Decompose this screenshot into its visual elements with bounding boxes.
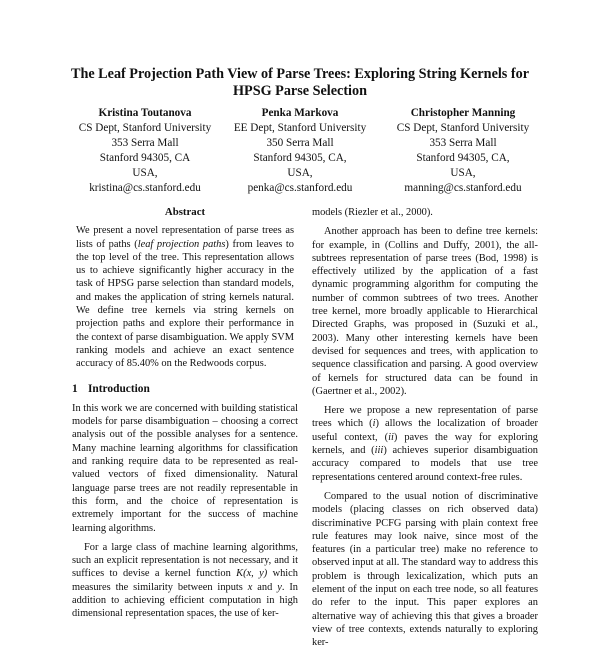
author-3	[378, 106, 548, 196]
author-country: USA,	[132, 167, 158, 179]
author-street: 353 Serra Mall	[111, 137, 179, 149]
section-heading: 1 Introduction	[72, 382, 150, 395]
author-email: kristina@cs.stanford.edu	[89, 182, 201, 194]
intro-paragraph: In this work we are concerned with building statistical models for parse disambiguation – choosing a correct analysis out of the possible analyses for a sentence. Many machine learning algorithms for classification and ranking require data to be represented as real-valued vectors of fixed dimensionality. Natural language parse trees are not readily representable in this form, and the choice of representation is extremely important for the success of machine learning algorithms.	[72, 402, 298, 534]
author-city: Stanford 94305, CA,	[416, 152, 510, 164]
author-city: Stanford 94305, CA,	[253, 152, 347, 164]
author-email: manning@cs.stanford.edu	[404, 182, 522, 194]
abstract-text: We present a novel representation of parse trees as lists of paths (leaf projection paths) from leaves to the top level of the tree. This representation allows us to achieve significantly higher accuracy in the task of HPSG parse selection than standard models, and makes the application of string kernels natural. We define tree kernels via string kernels on projection paths and explore their performance in the context of parse disambiguation. We apply SVM ranking models and achieve an exact sentence accuracy of 85.40% on the Redwoods corpus.	[76, 225, 294, 370]
body-paragraph: Another approach has been to define tree kernels: for example, in (Collins and Duffy, 2001), the all-subtrees representation of parse trees (Bod, 1998) is effectively utilized by the application of a fast dynamic programming algorithm for computing the number of common subtrees of two trees. Another tree kernel, more broadly applicable to Hierarchical Directed Graphs, was proposed in (Suzuki et al., 2003). Many other interesting kernels have been devised for sequences and trees, with application to sequence classification and parsing. A good overview of kernels for structured data can be found in (Gaertner et al., 2002).	[312, 226, 538, 397]
author-block	[60, 106, 540, 196]
author-affiliation: CS Dept, Stanford University	[78, 122, 212, 134]
author-street: 353 Serra Mall	[429, 137, 497, 149]
author-affiliation: EE Dept, Stanford University	[233, 122, 367, 134]
author-name: Christopher Manning	[410, 107, 516, 119]
intro-paragraph: For a large class of machine learning algorithms, such an explicit representation is not necessary, and it suffices to devise a kernel function K(x, y) which measures the similarity between inputs x and y. In addition to achieving efficient computation in high dimensional representation spaces, the use of ker-	[72, 541, 298, 620]
paper-title: The Leaf Projection Path View of Parse Trees: Exploring String Kernels for HPSG Parse Selection	[70, 66, 529, 99]
abstract-heading: Abstract	[164, 206, 206, 218]
author-city: Stanford 94305, CA	[99, 152, 191, 164]
author-country: USA,	[450, 167, 476, 179]
body-paragraph: Compared to the usual notion of discriminative models (placing classes on rich observed data) discriminative PCFG parsing with plain context free rule features may look naive, since most of the features (in a particular tree) make no reference to observed input at all. The standard way to address this problem is through lexicalization, which puts an element of the input on each tree node, so all features do refer to the input. This paper explores an alternative way of achieving this that gives a broader view of tree contexts, extends naturally to exploring ker-	[312, 490, 538, 649]
author-name: Kristina Toutanova	[98, 107, 192, 119]
left-column	[72, 206, 298, 627]
body-paragraph: models (Riezler et al., 2000).	[312, 207, 433, 218]
author-affiliation: CS Dept, Stanford University	[396, 122, 530, 134]
author-country: USA,	[287, 167, 313, 179]
author-1	[60, 106, 230, 196]
right-column	[312, 206, 538, 656]
author-name: Penka Markova	[261, 107, 339, 119]
author-email: penka@cs.stanford.edu	[247, 182, 353, 194]
author-street: 350 Serra Mall	[266, 137, 334, 149]
body-paragraph: Here we propose a new representation of parse trees which (i) allows the localization of broader useful context, (ii) paves the way for exploring kernels, and (iii) achieves superior disambiguation accuracy compared to models that use tree representations centered around context-free rules.	[312, 405, 539, 483]
author-2	[225, 106, 375, 196]
